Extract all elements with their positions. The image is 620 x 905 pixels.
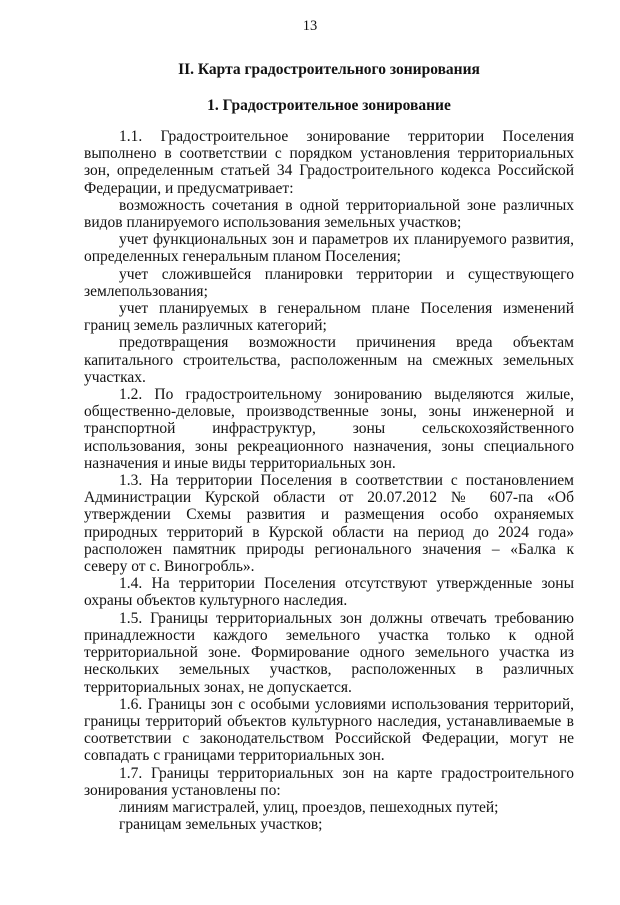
paragraph-1-5: 1.5. Границы территориальных зон должны отвечать требованию принадлежности каждого земельного участка только к одной территориальной зоне. Формирование одного земельного участка из нескольких земельных участков, расположенных в различных территориальных зонах, не допускается. bbox=[84, 609, 574, 696]
paragraph-1-3: 1.3. На территории Поселения в соответствии с постановлением Администрации Курской области от 20.07.2012 № 607-па «Об утверждении Схемы развития и размещения особо охраняемых природных территорий в Курской области на период до 2024 года» расположен памятник природы регионального значения – «Балка к северу от с. Виногробль». bbox=[84, 472, 574, 576]
paragraph-list-item: учет сложившейся планировки территории и существующего землепользования; bbox=[84, 265, 574, 300]
paragraph-1-6: 1.6. Границы зон с особыми условиями использования территорий, границы территорий объектов культурного наследия, устанавливаемые в соответствии с законодательством Российской Федерации, могут не совпадать с границами территориальных зон. bbox=[84, 695, 574, 765]
paragraph-1-2: 1.2. По градостроительному зонированию выделяются жилые, общественно-деловые, производственные зоны, зоны инженерной и транспортной инфраструктур, зоны сельскохозяйственного использования, зоны рекреационного назначения, зоны специального назначения и иные виды территориальных зон. bbox=[84, 386, 574, 472]
paragraph-1-1: 1.1. Градостроительное зонирование территории Поселения выполнено в соответствии с порядком установления территориальных зон, определенным статьей 34 Градостроительного кодекса Российской Федерации, и предусматривает: bbox=[84, 128, 574, 197]
paragraph-list-item: учет планируемых в генеральном плане Поселения изменений границ земель различных категорий; bbox=[84, 300, 574, 335]
paragraph-1-4: 1.4. На территории Поселения отсутствуют утвержденные зоны охраны объектов культурного наследия. bbox=[84, 575, 574, 610]
body-text bbox=[84, 128, 574, 833]
paragraph-list-item: границам земельных участков; bbox=[119, 816, 323, 834]
section-title: II. Карта градостроительного зонирования bbox=[178, 61, 480, 78]
paragraph-list-item: предотвращения возможности причинения вреда объектам капитального строительства, расположенным на смежных земельных участках. bbox=[84, 334, 574, 386]
subsection-title: 1. Градостроительное зонирование bbox=[207, 97, 451, 114]
page-number: 13 bbox=[302, 18, 318, 34]
paragraph-1-7: 1.7. Границы территориальных зон на карте градостроительного зонирования установлены по: bbox=[84, 764, 574, 799]
paragraph-list-item: учет функциональных зон и параметров их планируемого развития, определенных генеральным планом Поселения; bbox=[84, 231, 574, 266]
paragraph-list-item: возможность сочетания в одной территориальной зоне различных видов планируемого использования земельных участков; bbox=[84, 196, 574, 232]
paragraph-list-item: линиям магистралей, улиц, проездов, пешеходных путей; bbox=[119, 798, 499, 816]
